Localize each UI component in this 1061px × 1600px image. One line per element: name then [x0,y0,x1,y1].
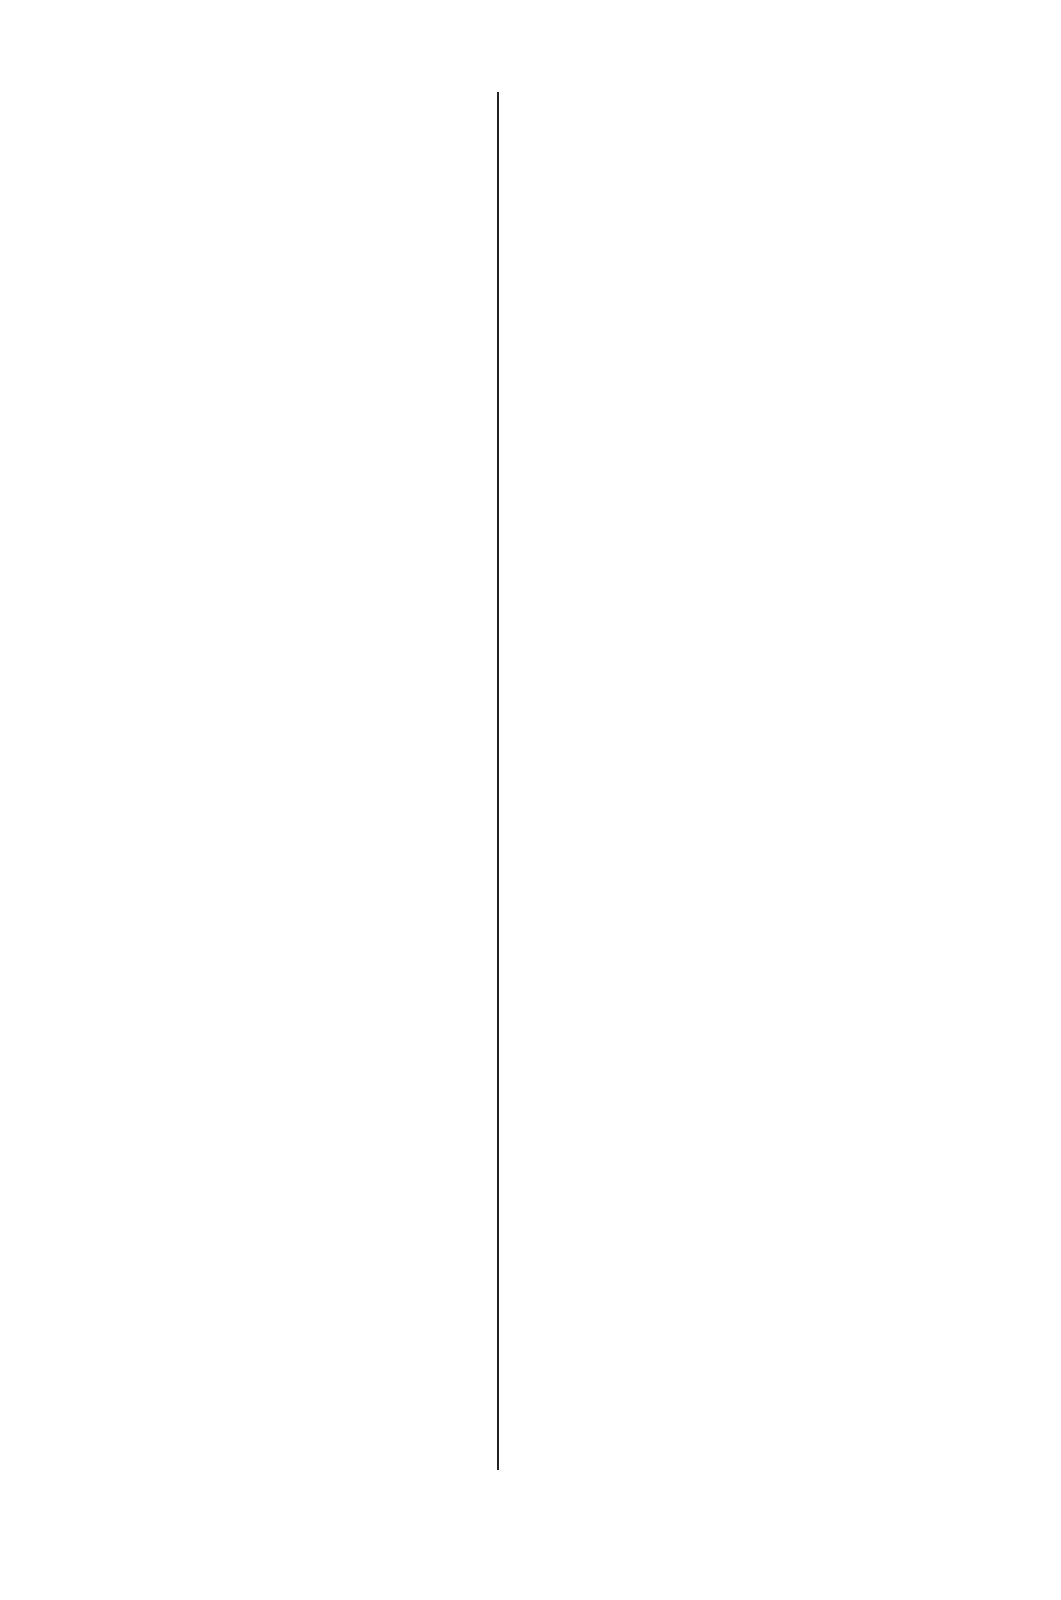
short-answer-row [520,104,966,149]
watermark-logo [881,1492,1031,1592]
column-divider [497,92,499,1470]
right-column [520,82,966,149]
left-column [30,82,476,126]
section-label-ability [30,82,476,126]
